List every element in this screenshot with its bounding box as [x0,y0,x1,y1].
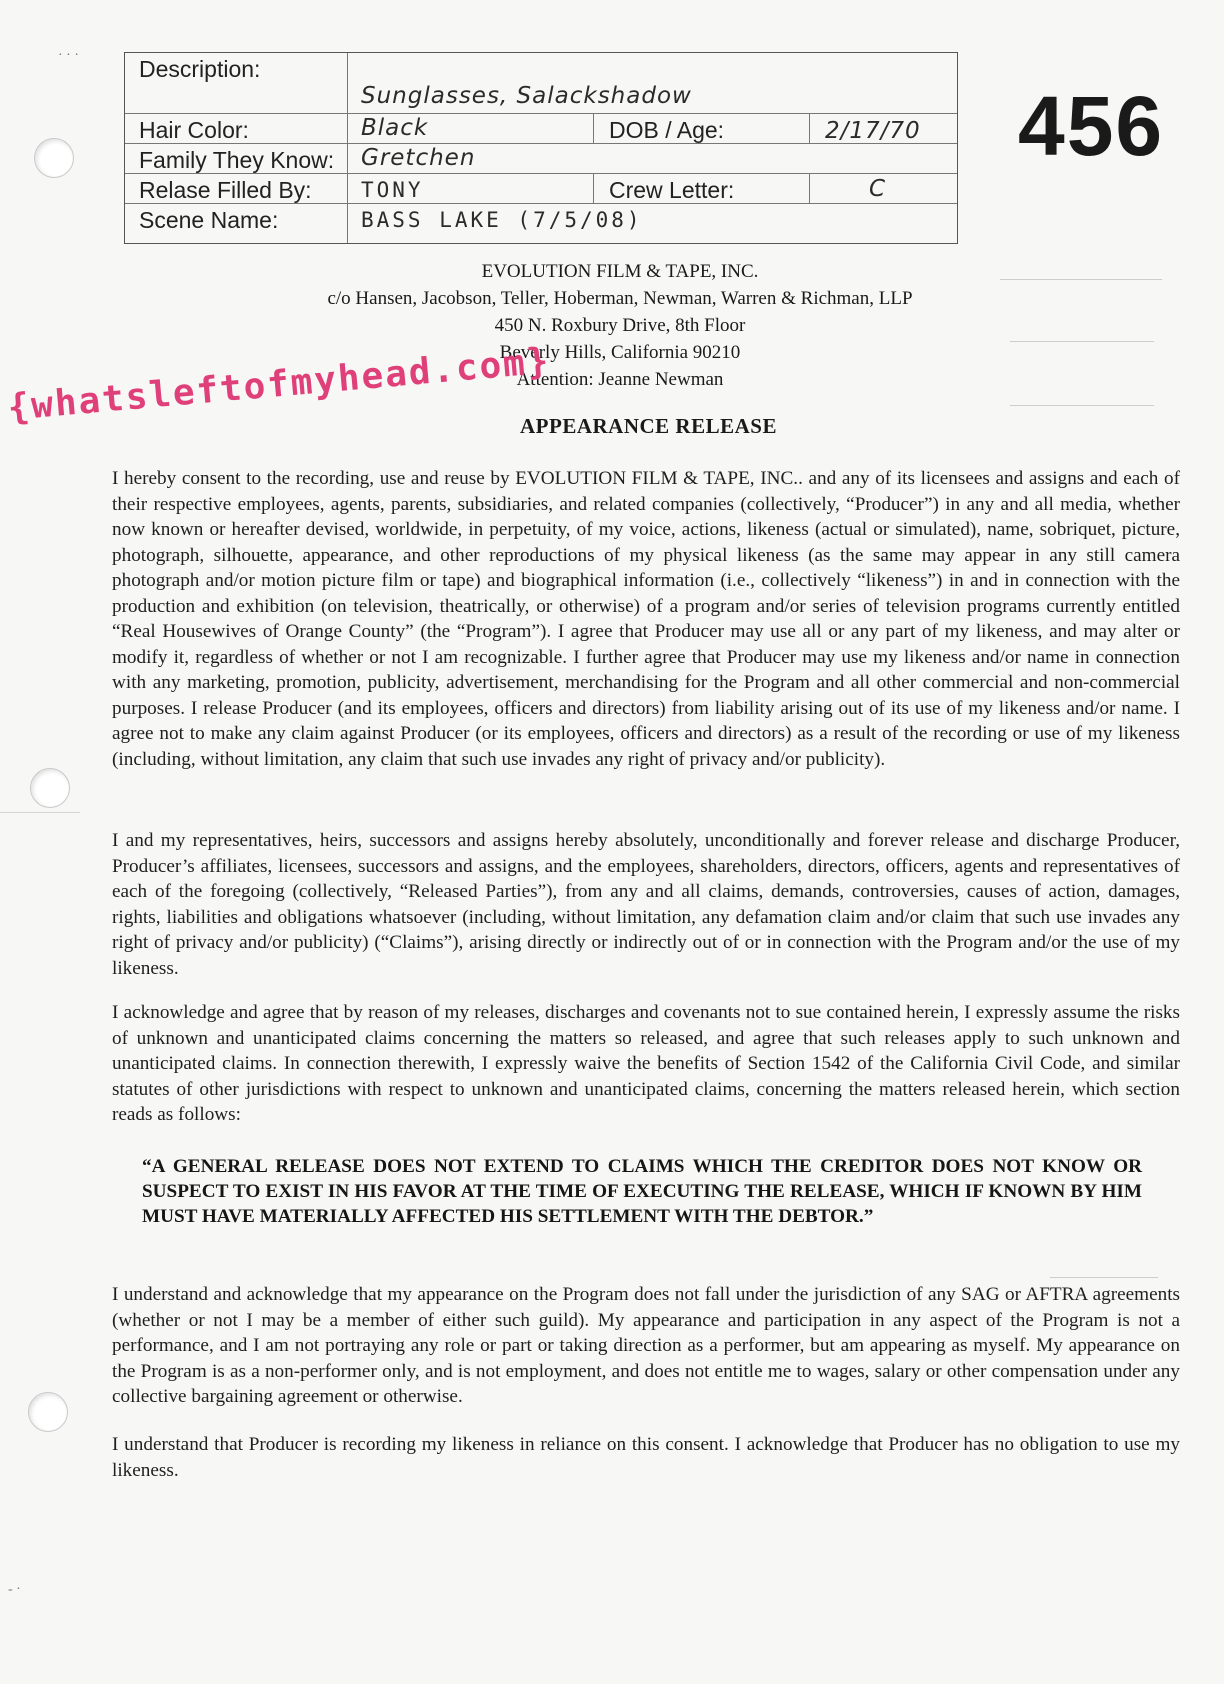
family-label: Family They Know: [139,147,335,173]
form-row-release-by [125,173,957,204]
waiver-paragraph: I acknowledge and agree that by reason of my releases, discharges and covenants not to sue contained herein, I expressly assume the risks of unknown and unanticipated claims concerning the matters so released, and agree that such releases apply to such unknown and unanticipated claims. In connection therewith, I expressly waive the benefits of Section 1542 of the California Civil Code, and similar statutes of other jurisdictions with respect to unknown and unanticipated claims, concerning the matters released herein, which section reads as follows: [112,1002,1180,1125]
company-address-line-2: Beverly Hills, California 90210 [499,342,741,363]
description-value: Sunglasses, Salackshadow [361,83,692,109]
document-title: APPEARANCE RELEASE [520,414,777,438]
release-number: 456 [1018,79,1165,173]
casting-info-form [124,52,958,244]
release-paragraph: I and my representatives, heirs, successors and assigns hereby absolutely, unconditionally and forever release and discharge Producer, Producer’s affiliates, licensees, successors and assigns, and the employees, shareholders, directors, officers, agents and representatives of each of the foregoing (collectively, “Released Parties”), from any and all claims, demands, controversies, causes of action, damages, rights, liabilities and obligations whatsoever (including, without limitation, any defamation claim and/or claim that such use invades any right of privacy and/or publicity) (“Claims”), arising directly or indirectly out of or in connection with the Program and/or the use of my likeness. [112,830,1180,979]
page-fold-line [0,812,80,813]
dob-value: 2/17/70 [825,118,921,144]
family-value: Gretchen [361,145,476,171]
bleed-through-text: ―――――――― [1010,394,1154,414]
crew-letter-value: C [869,176,887,202]
crew-letter-label: Crew Letter: [609,177,735,203]
company-name: EVOLUTION FILM & TAPE, INC. [481,261,759,282]
form-row-family [125,143,957,174]
consent-paragraph: I hereby consent to the recording, use and reuse by EVOLUTION FILM & TAPE, INC.. and any of its licensees and assigns and each of their respective employees, agents, parents, subsidiaries, and related companies (collectively, “Producer”) in any and all media, whether now known or hereafter devised, worldwide, in perpetuity, of my voice, actions, likeness (actual or simulated), name, sobriquet, picture, photograph, silhouette, appearance, and other reproductions of my physical likeness (as the same may appear in any still camera photograph and/or motion picture film or tape) and biographical information (i.e., collectively “likeness”) in and in connection with the production and exhibition (on television, theatrically, or otherwise) of a program and/or series of television programs currently entitled “Real Housewives of Orange County” (the “Program”). I agree that Producer may use all or any part of my likeness, and may alter or modify it, regardless of whether or not I am recognizable. I further agree that Producer may use my likeness and/or name in connection with any marketing, promotion, publicity, advertisement, merchandising for the Program and all other commercial and non-commercial purposes. I release Producer (and its employees, officers and directors) from liability arising out of its use of my likeness and/or name. I agree not to make any claim against Producer (or its employees, officers and directors) as a result of the recording or use of my likeness (including, without limitation, any claim that such use invades any right of privacy and/or publicity). [112,468,1180,770]
scan-mark: · · · [58,48,79,63]
civil-code-quote: “A GENERAL RELEASE DOES NOT EXTEND TO CLAIMS WHICH THE CREDITOR DOES NOT KNOW OR SUSPECT TO EXIST IN HIS FAVOR AT THE TIME OF EXECUTING THE RELEASE, WHICH IF KNOWN BY HIM MUST HAVE MATERIALLY AFFECTED HIS SETTLEMENT WITH THE DEBTOR.” [142,1156,1142,1227]
non-performer-paragraph: I understand and acknowledge that my appearance on the Program does not fall under the jurisdiction of any SAG or AFTRA agreements (whether or not I may be a member of either such guild). My appearance and participation in any aspect of the Program is not a performance, and I am not portraying any role or part or taking direction as a performer, but am appearing as myself. My appearance on the Program is as a non-performer only, and is not employment, and does not entitle me to wages, salary or other compensation under any collective bargaining agreement or otherwise. [112,1284,1180,1407]
bleed-through-text: ――――――――― [1000,268,1162,288]
company-attention: Attention: Jeanne Newman [516,369,724,390]
company-care-of: c/o Hansen, Jacobson, Teller, Hoberman, Newman, Warren & Richman, LLP [327,288,913,309]
release-by-value: TONY [361,178,424,202]
dob-label: DOB / Age: [609,117,725,143]
scene-value: BASS LAKE (7/5/08) [361,208,643,232]
company-address-line-1: 450 N. Roxbury Drive, 8th Floor [494,315,746,336]
release-by-label: Relase Filled By: [139,177,312,203]
punch-hole-top [34,138,74,178]
reliance-paragraph: I understand that Producer is recording my likeness in reliance on this consent. I acknowledge that Producer has no obligation to use my likeness. [112,1434,1180,1481]
scene-label: Scene Name: [139,207,279,233]
form-row-hair-color [125,113,957,144]
form-row-scene [125,203,957,244]
punch-hole-middle [30,768,70,808]
bleed-through-text: ―――――― [1050,1266,1158,1286]
form-row-description [125,53,957,113]
hair-color-value: Black [361,115,429,141]
scan-mark: - · [8,1582,21,1597]
hair-color-label: Hair Color: [139,117,249,143]
punch-hole-bottom [28,1392,68,1432]
bleed-through-text: ―――――――― [1010,330,1154,350]
description-label: Description: [139,56,261,82]
website-watermark: {whatsleftofmyhead.com} [6,340,553,429]
